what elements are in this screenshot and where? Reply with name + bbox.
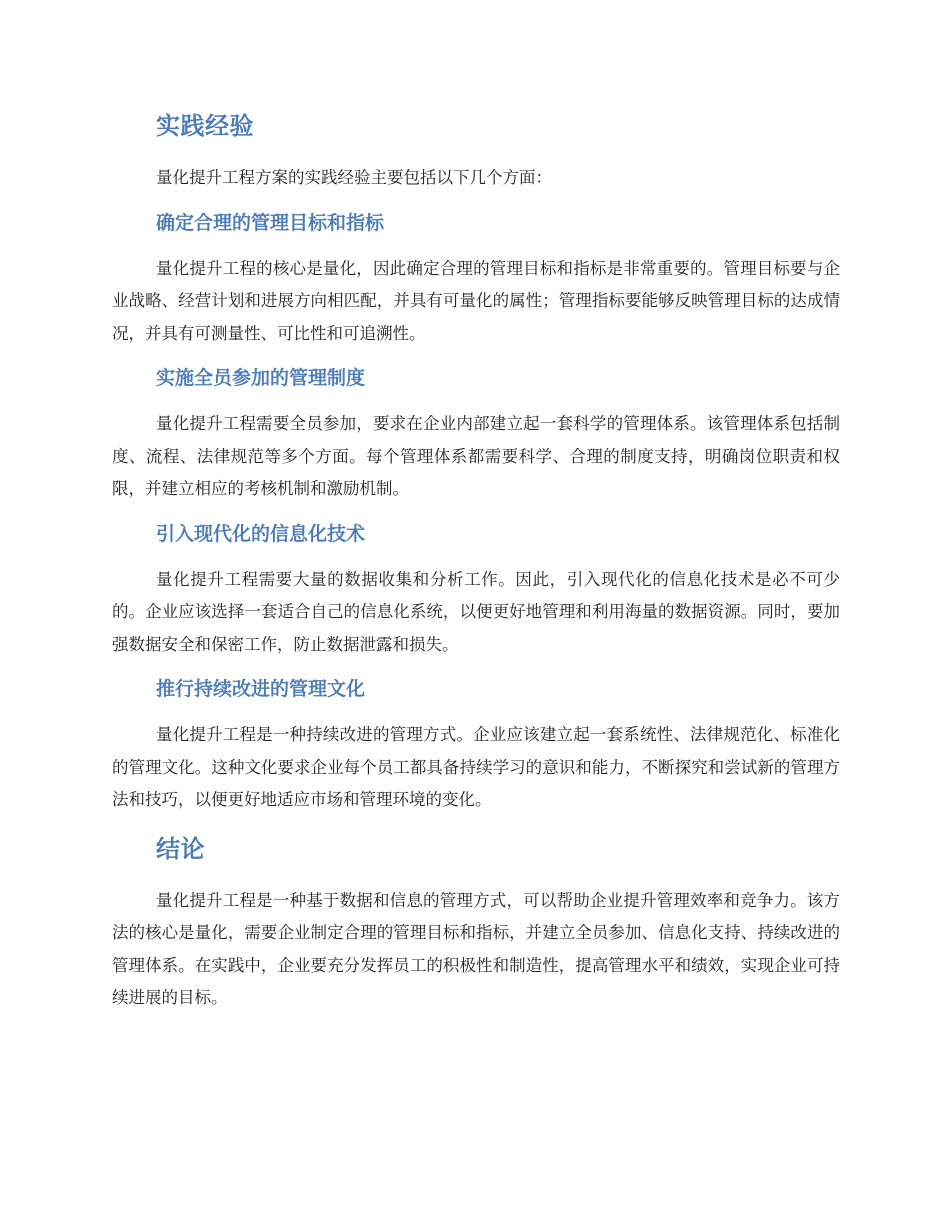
document-page [112,104,840,1015]
section-intro-practice: 量化提升工程方案的实践经验主要包括以下几个方面： [156,168,552,187]
subsection-heading-it: 引入现代化的信息化技术 [156,522,366,545]
subsection-body-culture: 量化提升工程是一种持续改进的管理方式。企业应该建立起一套系统性、法律规范化、标准化的管理文化。这种文化要求企业每个员工都具备持续学习的意识和能力，不断探究和尝试新的管理方法和技巧，以便更好地适应市场和管理环境的变化。 [112,725,840,809]
subsection-heading-culture: 推行持续改进的管理文化 [156,678,366,700]
subsection-body-participation: 量化提升工程需要全员参加，要求在企业内部建立起一套科学的管理体系。该管理体系包括制度、流程、法律规范等多个方面。每个管理体系都需要科学、合理的制度支持，明确岗位职责和权限，并建立相应的考核机制和激励机制。 [112,414,840,498]
subsection-body-it: 量化提升工程需要大量的数据收集和分析工作。因此，引入现代化的信息化技术是必不可少的。企业应该选择一套适合自己的信息化系统，以便更好地管理和利用海量的数据资源。同时，要加强数据安全和保密工作，防止数据泄露和损失。 [112,569,840,654]
section-heading-conclusion: 结论 [156,834,205,863]
subsection-body-goals: 量化提升工程的核心是量化，因此确定合理的管理目标和指标是非常重要的。管理目标要与企业战略、经营计划和进展方向相匹配，并具有可量化的属性；管理指标要能够反映管理目标的达成情况，并具有可测量性、可比性和可追溯性。 [112,258,840,343]
subsection-heading-participation: 实施全员参加的管理制度 [156,367,366,389]
subsection-heading-goals: 确定合理的管理目标和指标 [156,211,385,234]
section-heading-practice: 实践经验 [156,112,254,140]
section-body-conclusion: 量化提升工程是一种基于数据和信息的管理方式，可以帮助企业提升管理效率和竞争力。该方法的核心是量化，需要企业制定合理的管理目标和指标，并建立全员参加、信息化支持、持续改进的管理体系。在实践中，企业要充分发挥员工的积极性和制造性，提高管理水平和绩效，实现企业可持续进展的目标。 [112,890,840,1007]
